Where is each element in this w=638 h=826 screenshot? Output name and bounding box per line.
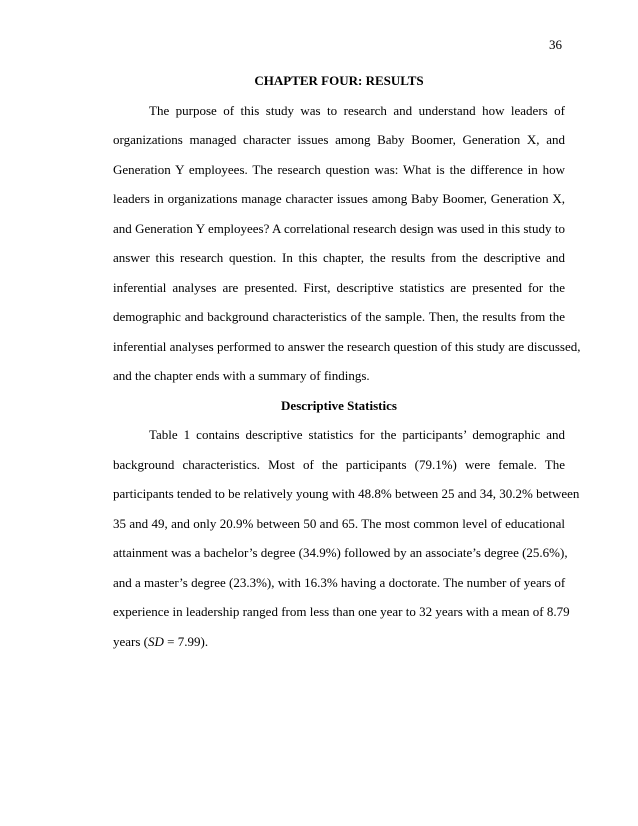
paragraph-line: inferential analyses are presented. First, descriptive statistics are presented for the bbox=[113, 279, 565, 295]
paragraph-line: Generation Y employees. The research question was: What is the difference in how bbox=[113, 161, 565, 177]
paragraph-line: and a master’s degree (23.3%), with 16.3% having a doctorate. The number of years of bbox=[113, 574, 566, 590]
final-line-prefix: years ( bbox=[113, 633, 149, 649]
paragraph-line: attainment was a bachelor’s degree (34.9%) followed by an associate’s degree (25.6%), bbox=[113, 545, 568, 560]
section-heading: Descriptive Statistics bbox=[281, 397, 397, 413]
chapter-heading: CHAPTER FOUR: RESULTS bbox=[254, 73, 424, 88]
paragraph-line: background characteristics. Most of the participants (79.1%) were female. The bbox=[113, 456, 565, 472]
page-body bbox=[113, 66, 581, 656]
paragraph-line: 35 and 49, and only 20.9% between 50 and 65. The most common level of educational bbox=[113, 515, 565, 531]
sd-symbol: SD bbox=[148, 633, 164, 649]
page-number: 36 bbox=[549, 37, 562, 52]
paragraph-line: organizations managed character issues among Baby Boomer, Generation X, and bbox=[113, 132, 565, 147]
descriptive-statistics-paragraph bbox=[113, 420, 580, 656]
paragraph-line: and the chapter ends with a summary of findings. bbox=[113, 368, 370, 383]
paragraph-line: experience in leadership ranged from less than one year to 32 years with a mean of 8.79 bbox=[113, 604, 570, 619]
final-line-suffix: = 7.99). bbox=[163, 633, 209, 649]
paragraph-line: Table 1 contains descriptive statistics for the participants’ demographic and bbox=[149, 427, 565, 442]
paragraph-line: answer this research question. In this chapter, the results from the descriptive and bbox=[113, 250, 565, 265]
intro-paragraph bbox=[113, 96, 581, 391]
paragraph-line-final bbox=[113, 627, 565, 657]
paragraph-line: demographic and background characteristics of the sample. Then, the results from the bbox=[113, 309, 565, 324]
paragraph-line: and Generation Y employees? A correlational research design was used in this study to bbox=[113, 220, 565, 236]
paragraph-line: leaders in organizations manage character issues among Baby Boomer, Generation X, bbox=[113, 191, 565, 206]
paragraph-line: inferential analyses performed to answer the research question of this study are discussed, bbox=[113, 338, 581, 354]
paragraph-line: participants tended to be relatively young with 48.8% between 25 and 34, 30.2% between bbox=[113, 486, 580, 501]
paragraph-line: The purpose of this study was to research and understand how leaders of bbox=[149, 102, 565, 118]
